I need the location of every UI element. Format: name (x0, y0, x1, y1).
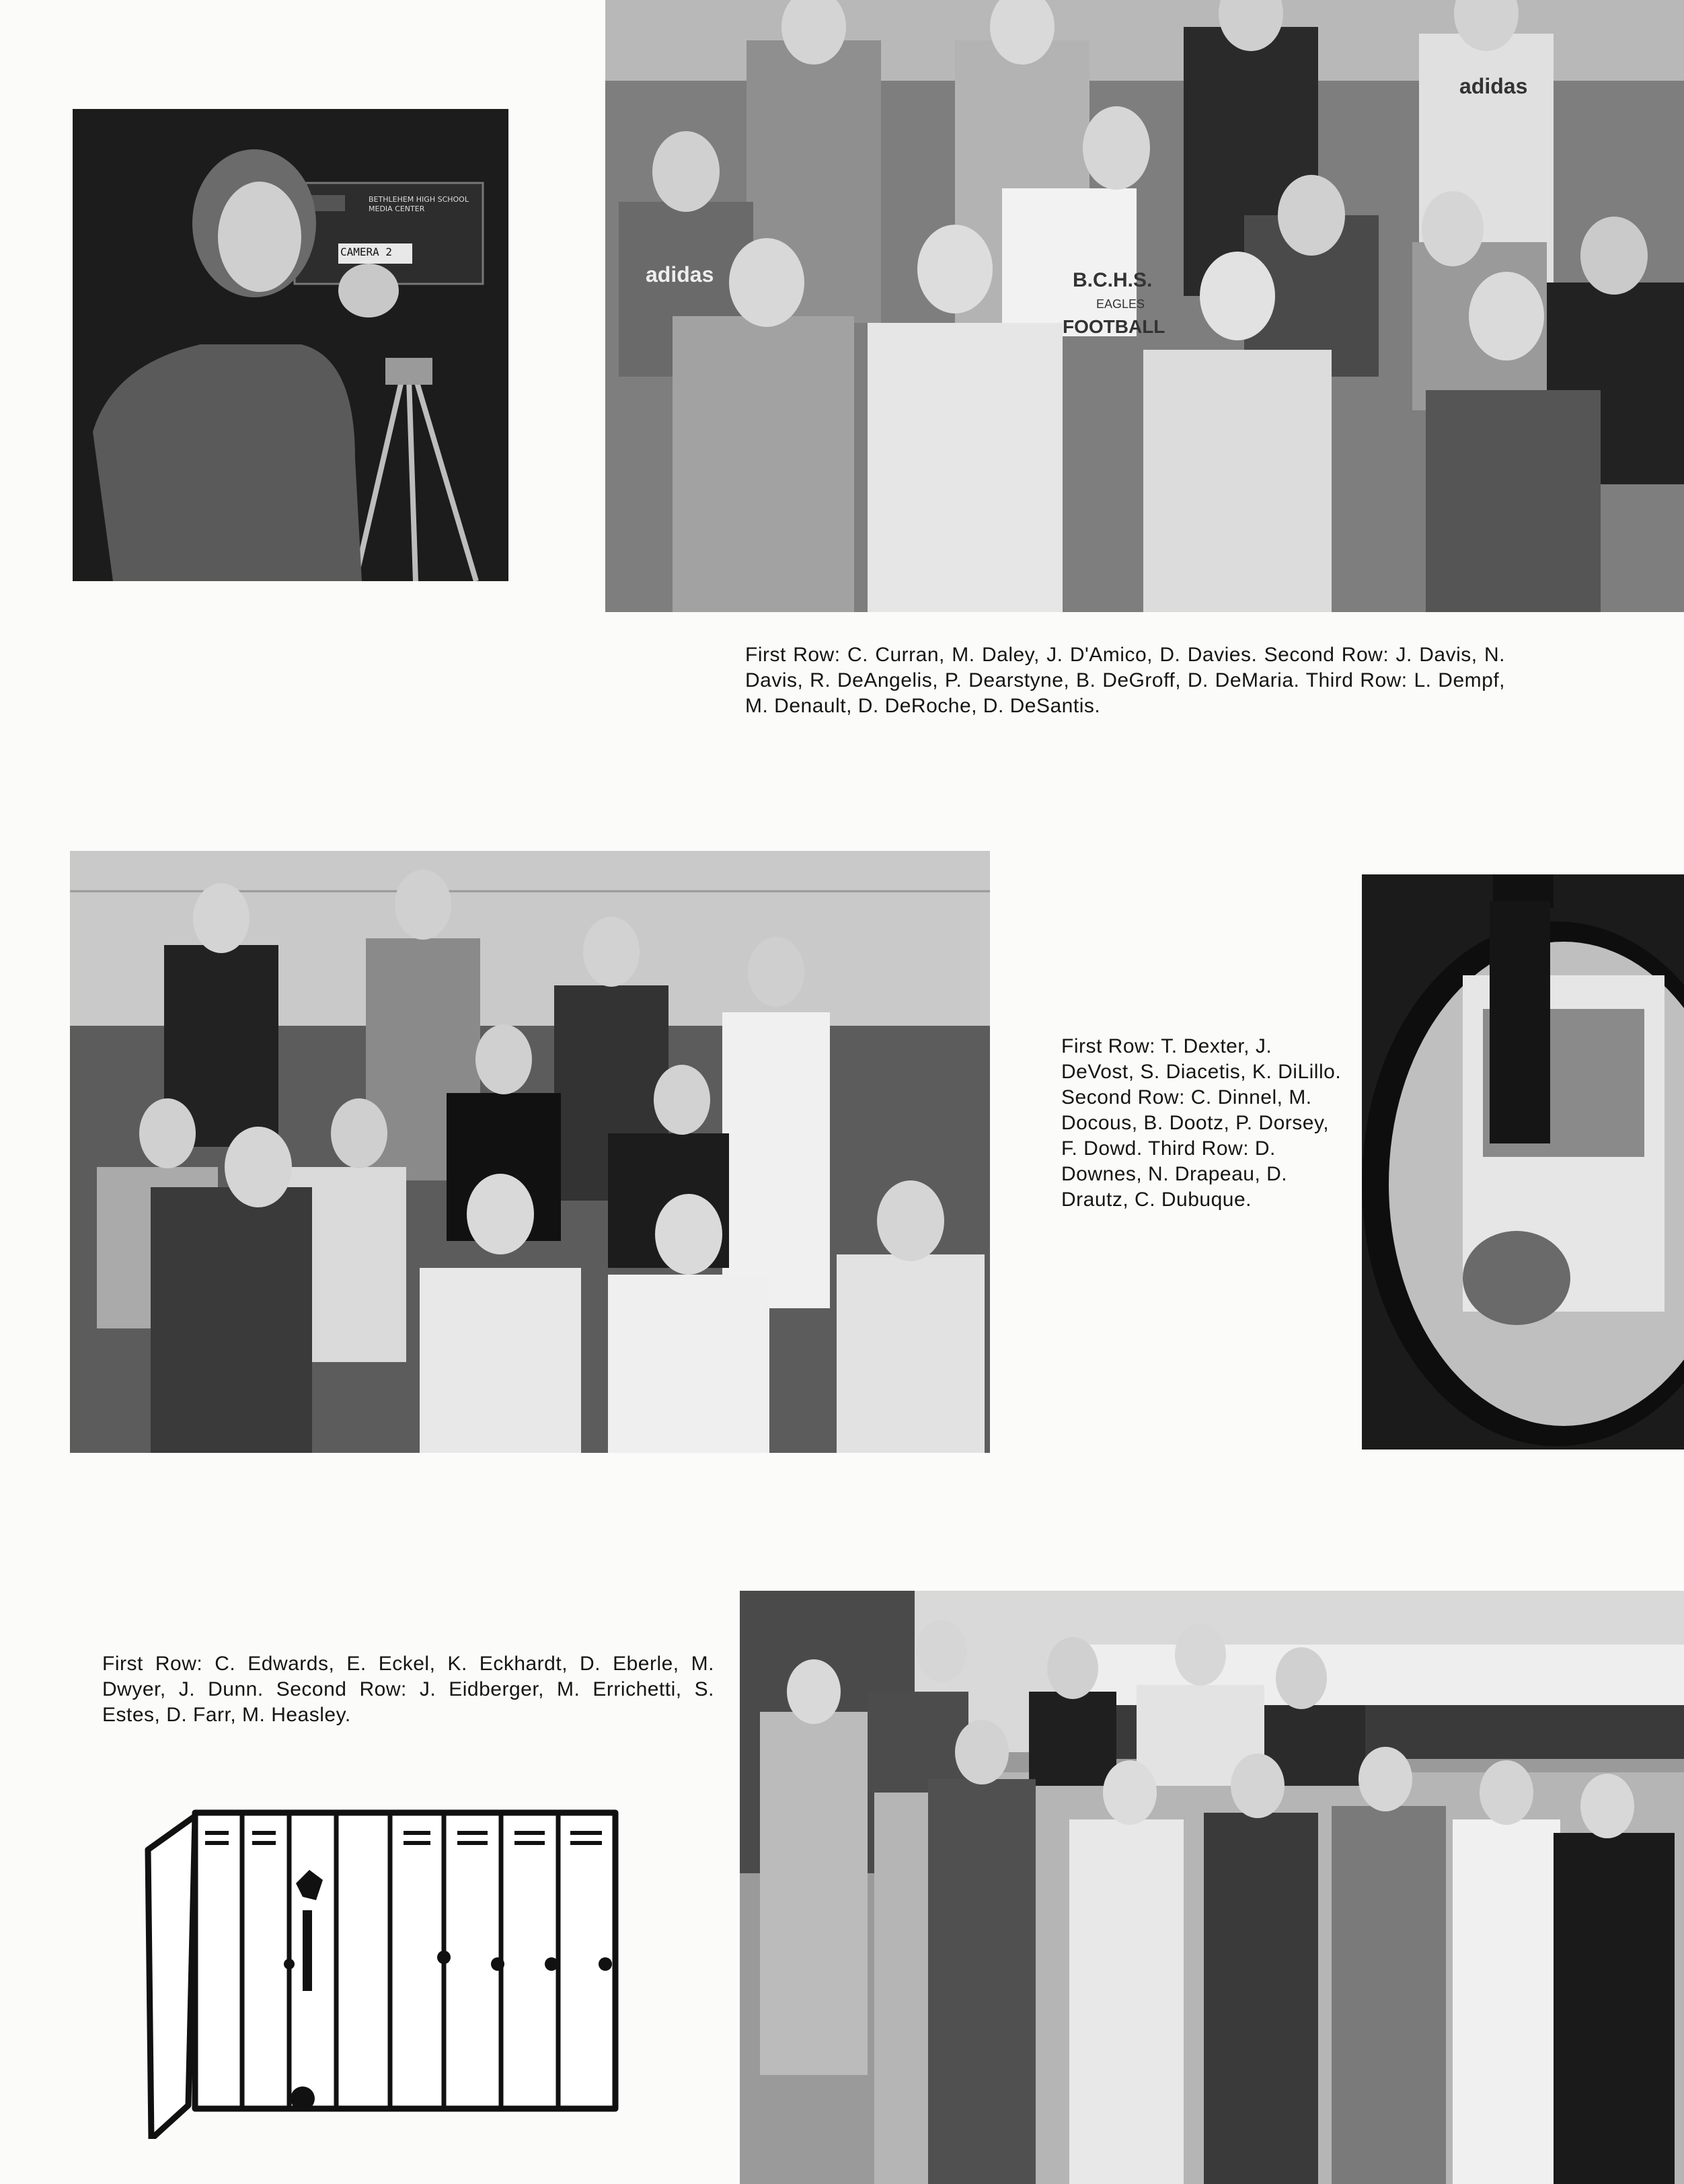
group-photo-1 (605, 0, 1684, 612)
group-photo-2 (70, 851, 990, 1453)
camera-operator-photo (73, 109, 508, 581)
jersey-text-3: FOOTBALL (1063, 316, 1165, 337)
jersey-text-2: EAGLES (1096, 297, 1145, 311)
caption-group-1: First Row: C. Curran, M. Daley, J. D'Amico, D. Davies. Second Row: J. Davis, N. Davis, R. DeAngelis, P. Dearstyne, B. DeGroff, D. DeMaria. Third Row: L. Dempf, M. Denault, D. DeRoche, D. DeSantis. (745, 644, 1505, 717)
caption-group-3: First Row: C. Edwards, E. Eckel, K. Eckhardt, D. Eberle, M. Dwyer, J. Dunn. Second Row: J. Eidberger, M. Errichetti, S. Estes, D. Farr, M. Heasley. (102, 1653, 714, 1726)
shirt-text-front: adidas (646, 262, 714, 287)
camera-sticker: BETHLEHEM HIGH SCHOOL MEDIA CENTER (369, 195, 469, 213)
caption-group-2: First Row: T. Dexter, J. DeVost, S. Diacetis, K. DiLillo. Second Row: C. Dinnel, M. Docous, B. Dootz, P. Dorsey, F. Dowd. Third Row: D. Downes, N. Drapeau, D. Drautz, C. Dubuque. (1061, 1035, 1342, 1211)
camera-label: CAMERA 2 (340, 246, 393, 258)
jersey-text-1: B.C.H.S. (1073, 269, 1153, 291)
group-photo-3 (740, 1591, 1684, 2184)
bus-mirror-photo (1362, 874, 1684, 1449)
locker-drawing (135, 1803, 625, 2139)
shirt-text-back: adidas (1459, 74, 1528, 98)
